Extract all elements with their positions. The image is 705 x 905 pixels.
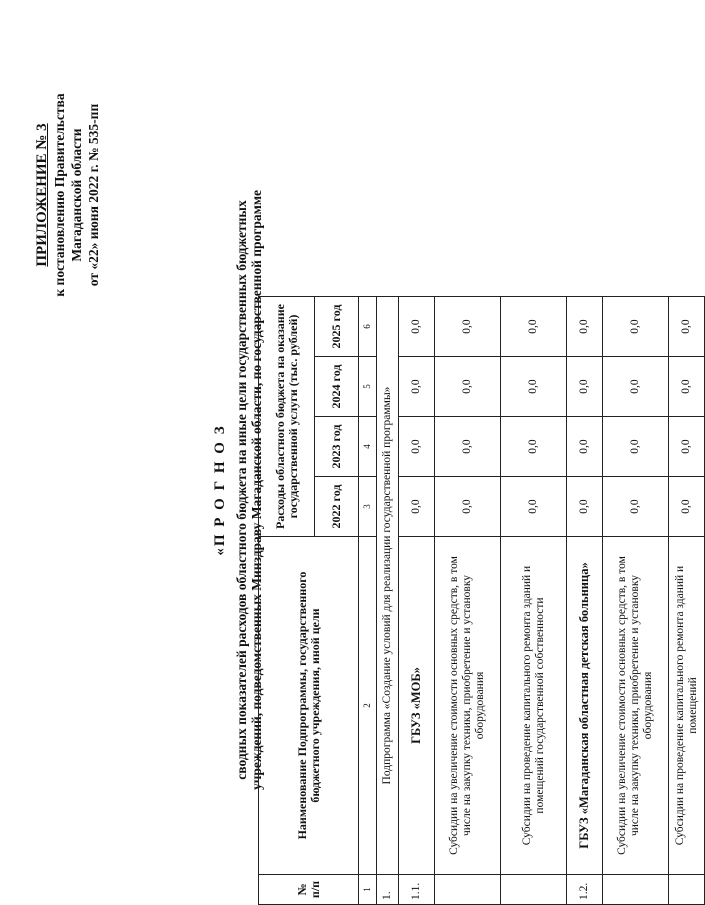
- col-header-num: № п/п: [259, 875, 359, 905]
- value-cell: 0,0: [567, 417, 603, 477]
- forecast-table: [258, 296, 705, 905]
- value-cell: 0,0: [603, 357, 669, 417]
- subprogram-name: Подпрограмма «Создание условий для реализации государственной программы»: [377, 297, 399, 875]
- forecast-title: [213, 170, 264, 810]
- row-number: 1.: [377, 875, 399, 905]
- value-cell: 0,0: [501, 477, 567, 537]
- appendix-line: Магаданской области: [69, 128, 84, 262]
- value-cell: 0,0: [501, 417, 567, 477]
- table-row: [501, 297, 567, 905]
- table-row: [567, 297, 603, 905]
- column-index: 3: [359, 477, 377, 537]
- row-number: [603, 875, 669, 905]
- value-cell: 0,0: [603, 417, 669, 477]
- value-cell: 0,0: [435, 477, 501, 537]
- purpose-name: Субсидии на увеличение стоимости основных средств, в том числе на закупку техники, приобретение и установку оборудования: [603, 537, 669, 875]
- col-header-name: Наименование Подпрограммы, государственного бюджетного учреждения, иной цели: [259, 537, 359, 875]
- appendix-header: [34, 45, 102, 345]
- value-cell: 0,0: [603, 477, 669, 537]
- value-cell: 0,0: [399, 357, 435, 417]
- forecast-subtitle-line: сводных показателей расходов областного бюджета на иные цели государственных бюджетных: [234, 200, 249, 780]
- row-number: [435, 875, 501, 905]
- year-header: 2022 год: [315, 477, 359, 537]
- column-index: 2: [359, 537, 377, 875]
- institution-name: ГБУЗ «Магаданская областная детская больница»: [567, 537, 603, 875]
- value-cell: 0,0: [603, 297, 669, 357]
- row-number: [501, 875, 567, 905]
- value-cell: 0,0: [501, 297, 567, 357]
- purpose-name: Субсидии на проведение капитального ремонта зданий и помещений: [669, 537, 705, 875]
- year-header: 2024 год: [315, 357, 359, 417]
- table-row: [669, 297, 705, 905]
- column-index: 1: [359, 875, 377, 905]
- value-cell: 0,0: [501, 357, 567, 417]
- table-row: [603, 297, 669, 905]
- value-cell: 0,0: [567, 297, 603, 357]
- value-cell: 0,0: [669, 357, 705, 417]
- year-header: 2023 год: [315, 417, 359, 477]
- value-cell: 0,0: [567, 357, 603, 417]
- institution-name: ГБУЗ «МОБ»: [399, 537, 435, 875]
- column-index: 4: [359, 417, 377, 477]
- table-row: [377, 297, 399, 905]
- forecast-subtitle-line: учреждений, подведомственных Минздраву Магаданской области, по государственной программе: [249, 189, 264, 791]
- appendix-line: к постановлению Правительства: [52, 93, 67, 297]
- purpose-name: Субсидии на увеличение стоимости основных средств, в том числе на закупку техники, приобретение и установку оборудования: [435, 537, 501, 875]
- value-cell: 0,0: [435, 297, 501, 357]
- value-cell: 0,0: [399, 417, 435, 477]
- value-cell: 0,0: [399, 477, 435, 537]
- row-number: 1.1.: [399, 875, 435, 905]
- column-index: 6: [359, 297, 377, 357]
- value-cell: 0,0: [435, 357, 501, 417]
- table-row: [435, 297, 501, 905]
- forecast-heading: «П Р О Г Н О З: [212, 424, 228, 556]
- value-cell: 0,0: [669, 477, 705, 537]
- value-cell: 0,0: [669, 297, 705, 357]
- row-number: 1.2.: [567, 875, 603, 905]
- value-cell: 0,0: [567, 477, 603, 537]
- value-cell: 0,0: [669, 417, 705, 477]
- appendix-date: от «22» июня 2022 г. № 535-пп: [86, 103, 101, 287]
- value-cell: 0,0: [435, 417, 501, 477]
- row-number: [669, 875, 705, 905]
- appendix-title: ПРИЛОЖЕНИЕ № 3: [34, 123, 50, 267]
- purpose-name: Субсидии на проведение капитального ремонта зданий и помещений государственной собственности: [501, 537, 567, 875]
- value-cell: 0,0: [399, 297, 435, 357]
- column-index: 5: [359, 357, 377, 417]
- col-header-expenses: Расходы областного бюджета на оказание государственной услуги (тыс. рублей): [259, 297, 315, 537]
- year-header: 2025 год: [315, 297, 359, 357]
- table-row: [399, 297, 435, 905]
